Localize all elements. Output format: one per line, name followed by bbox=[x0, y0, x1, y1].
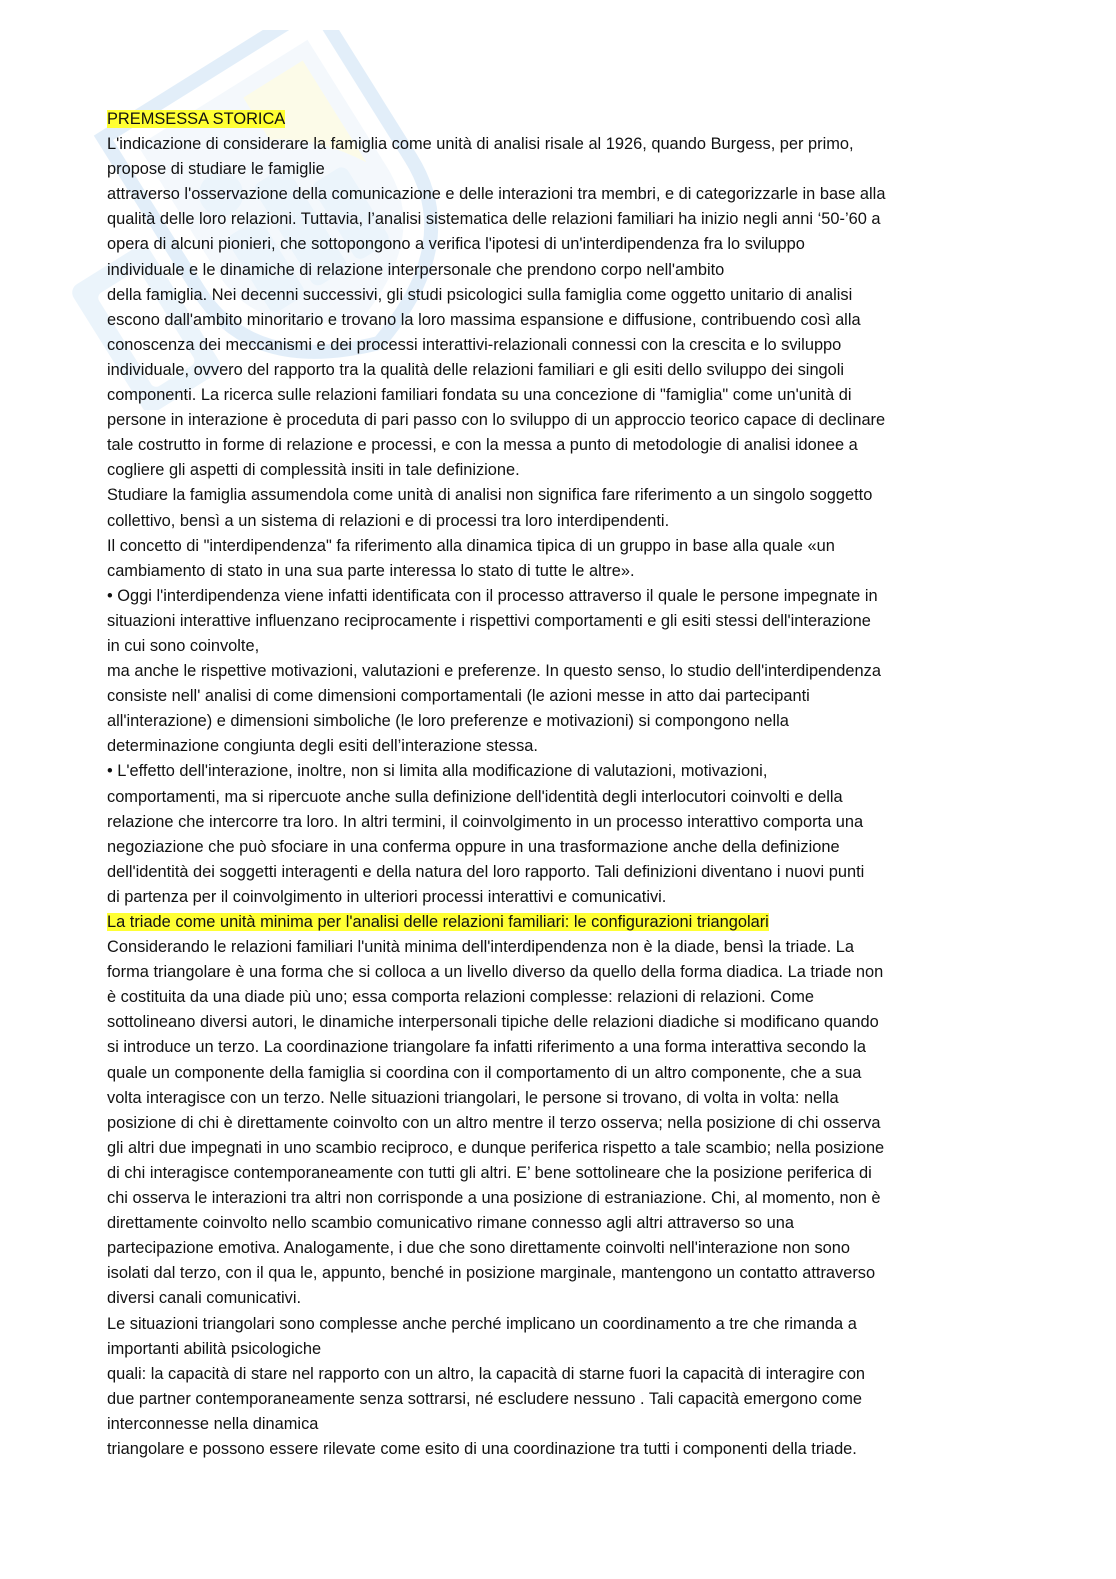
text-line: determinazione congiunta degli esiti dell’interazione stessa. bbox=[107, 737, 538, 756]
text-line: forma triangolare è una forma che si colloca a un livello diverso da quello della forma diadica. La triade non bbox=[107, 963, 884, 982]
text-line: importanti abilità psicologiche bbox=[107, 1339, 322, 1358]
text-line: individuale, ovvero del rapporto tra la qualità delle relazioni familiari e gli esiti dello sviluppo dei singoli bbox=[107, 360, 845, 379]
text-line: L'indicazione di considerare la famiglia come unità di analisi risale al 1926, quando Burgess, per primo, bbox=[107, 135, 854, 154]
text-line: consiste nell' analisi di come dimensioni comportamentali (le azioni messe in atto dai partecipanti bbox=[107, 687, 810, 706]
text-line: si introduce un terzo. La coordinazione triangolare fa infatti riferimento a una forma interattiva secondo la bbox=[107, 1038, 866, 1057]
text-line: volta interagisce con un terzo. Nelle situazioni triangolari, le persone si trovano, di volta in volta: nella bbox=[107, 1088, 839, 1107]
text-line: relazione che intercorre tra loro. In altri termini, il coinvolgimento in un processo interattivo comporta una bbox=[107, 812, 864, 831]
text-line: Considerando le relazioni familiari l'unità minima dell'interdipendenza non è la diade, bensì la triade. La bbox=[107, 938, 855, 957]
text-line: della famiglia. Nei decenni successivi, gli studi psicologici sulla famiglia come oggetto unitario di analisi bbox=[107, 285, 853, 304]
text-line: triangolare e possono essere rilevate come esito di una coordinazione tra tutti i componenti della triade. bbox=[107, 1439, 857, 1458]
text-line: componenti. La ricerca sulle relazioni familiari fondata su una concezione di "famiglia" come un'unità di bbox=[107, 386, 852, 405]
text-line: persone in interazione è proceduta di pari passo con lo sviluppo di un approccio teorico capace di declinare bbox=[107, 411, 886, 430]
text-line: all'interazione) e dimensioni simboliche (le loro preferenze e motivazioni) si compongono nella bbox=[107, 712, 789, 731]
paragraph-triade bbox=[107, 935, 1012, 1462]
section-heading-premessa: PREMSESSA STORICA bbox=[107, 110, 286, 128]
text-line: due partner contemporaneamente senza sottrarsi, né escludere nessuno . Tali capacità emergono come bbox=[107, 1389, 863, 1408]
text-line: ma anche le rispettive motivazioni, valutazioni e preferenze. In questo senso, lo studio dell'interdipendenza bbox=[107, 662, 881, 681]
text-line: direttamente coinvolto nello scambio comunicativo rimane connesso agli altri attraverso so una bbox=[107, 1214, 794, 1233]
text-line: partecipazione emotiva. Analogamente, i due che sono direttamente coinvolti nell'interazione non sono bbox=[107, 1239, 851, 1258]
text-line: opera di alcuni pionieri, che sottopongono a verifica l'ipotesi di un'interdipendenza fra lo sviluppo bbox=[107, 235, 805, 254]
text-line: cambiamento di stato in una sua parte interessa lo stato di tutte le altre». bbox=[107, 561, 635, 580]
text-line: attraverso l'osservazione della comunicazione e delle interazioni tra membri, e di categorizzarle in base alla bbox=[107, 185, 886, 204]
text-line: • Oggi l'interdipendenza viene infatti identificata con il processo attraverso il quale le persone impegnate in bbox=[107, 586, 878, 605]
text-line: comportamenti, ma si ripercuote anche sulla definizione dell'identità degli interlocutori coinvolti e della bbox=[107, 787, 843, 806]
document-body bbox=[107, 107, 1012, 1462]
text-line: Il concetto di "interdipendenza" fa riferimento alla dinamica tipica di un gruppo in base alla quale «un bbox=[107, 536, 835, 555]
text-line: Studiare la famiglia assumendola come unità di analisi non significa fare riferimento a un singolo soggetto bbox=[107, 486, 873, 505]
text-line: in cui sono coinvolte, bbox=[107, 636, 260, 655]
text-line: tale costrutto in forme di relazione e processi, e con la messa a punto di metodologie di analisi idonee a bbox=[107, 436, 858, 455]
text-line: conoscenza dei meccanismi e dei processi interattivi-relazionali connessi con la crescita e lo sviluppo bbox=[107, 335, 842, 354]
text-line: diversi canali comunicativi. bbox=[107, 1289, 302, 1308]
text-line: qualità delle loro relazioni. Tuttavia, l’analisi sistematica delle relazioni familiari ha inizio negli anni ‘50-’60 a bbox=[107, 210, 881, 229]
text-line: quali: la capacità di stare nel rapporto con un altro, la capacità di starne fuori la capacità di interagire con bbox=[107, 1364, 866, 1383]
text-line: isolati dal terzo, con il qua le, appunto, benché in posizione marginale, mantengono un contatto attraverso bbox=[107, 1264, 876, 1283]
text-line: Le situazioni triangolari sono complesse anche perché implicano un coordinamento a tre che rimanda a bbox=[107, 1314, 857, 1333]
text-line: sottolineano diversi autori, le dinamiche interpersonali tipiche delle relazioni diadiche si modificano quando bbox=[107, 1013, 879, 1032]
text-line: • L'effetto dell'interazione, inoltre, non si limita alla modificazione di valutazioni, motivazioni, bbox=[107, 762, 768, 781]
paragraph-premessa bbox=[107, 132, 1012, 910]
text-line: di chi interagisce contemporaneamente con tutti gli altri. E’ bene sottolineare che la posizione periferica di bbox=[107, 1163, 872, 1182]
text-line: propose di studiare le famiglie bbox=[107, 160, 325, 179]
text-line: dell'identità dei soggetti interagenti e della natura del loro rapporto. Tali definizioni diventano i nuovi punti bbox=[107, 862, 865, 881]
section-heading-triade: La triade come unità minima per l'analisi delle relazioni familiari: le configurazioni triangolari bbox=[107, 913, 769, 931]
text-line: di partenza per il coinvolgimento in ulteriori processi interattivi e comunicativi. bbox=[107, 887, 667, 906]
text-line: individuale e le dinamiche di relazione interpersonale che prendono corpo nell'ambito bbox=[107, 260, 725, 279]
text-line: interconnesse nella dinamica bbox=[107, 1414, 319, 1433]
text-line: gli altri due impegnati in uno scambio reciproco, e dunque periferica rispetto a tale scambio; nella posizione bbox=[107, 1138, 885, 1157]
text-line: è costituita da una diade più uno; essa comporta relazioni complesse: relazioni di relazioni. Come bbox=[107, 988, 815, 1007]
text-line: negoziazione che può sfociare in una conferma oppure in una trasformazione anche della definizione bbox=[107, 837, 840, 856]
text-line: escono dall'ambito minoritario e trovano la loro massima espansione e diffusione, contribuendo così alla bbox=[107, 310, 861, 329]
text-line: cogliere gli aspetti di complessità insiti in tale definizione. bbox=[107, 461, 520, 480]
text-line: collettivo, bensì a un sistema di relazioni e di processi tra loro interdipendenti. bbox=[107, 511, 670, 530]
text-line: posizione di chi è direttamente coinvolto con un altro mentre il terzo osserva; nella posizione di chi osserva bbox=[107, 1113, 881, 1132]
text-line: situazioni interattive influenzano reciprocamente i rispettivi comportamenti e gli esiti stessi dell'interazione bbox=[107, 611, 871, 630]
text-line: chi osserva le interazioni tra altri non corrisponde a una posizione di estraniazione. Chi, al momento, non è bbox=[107, 1189, 881, 1208]
text-line: quale un componente della famiglia si coordina con il comportamento di un altro componente, che a sua bbox=[107, 1063, 862, 1082]
